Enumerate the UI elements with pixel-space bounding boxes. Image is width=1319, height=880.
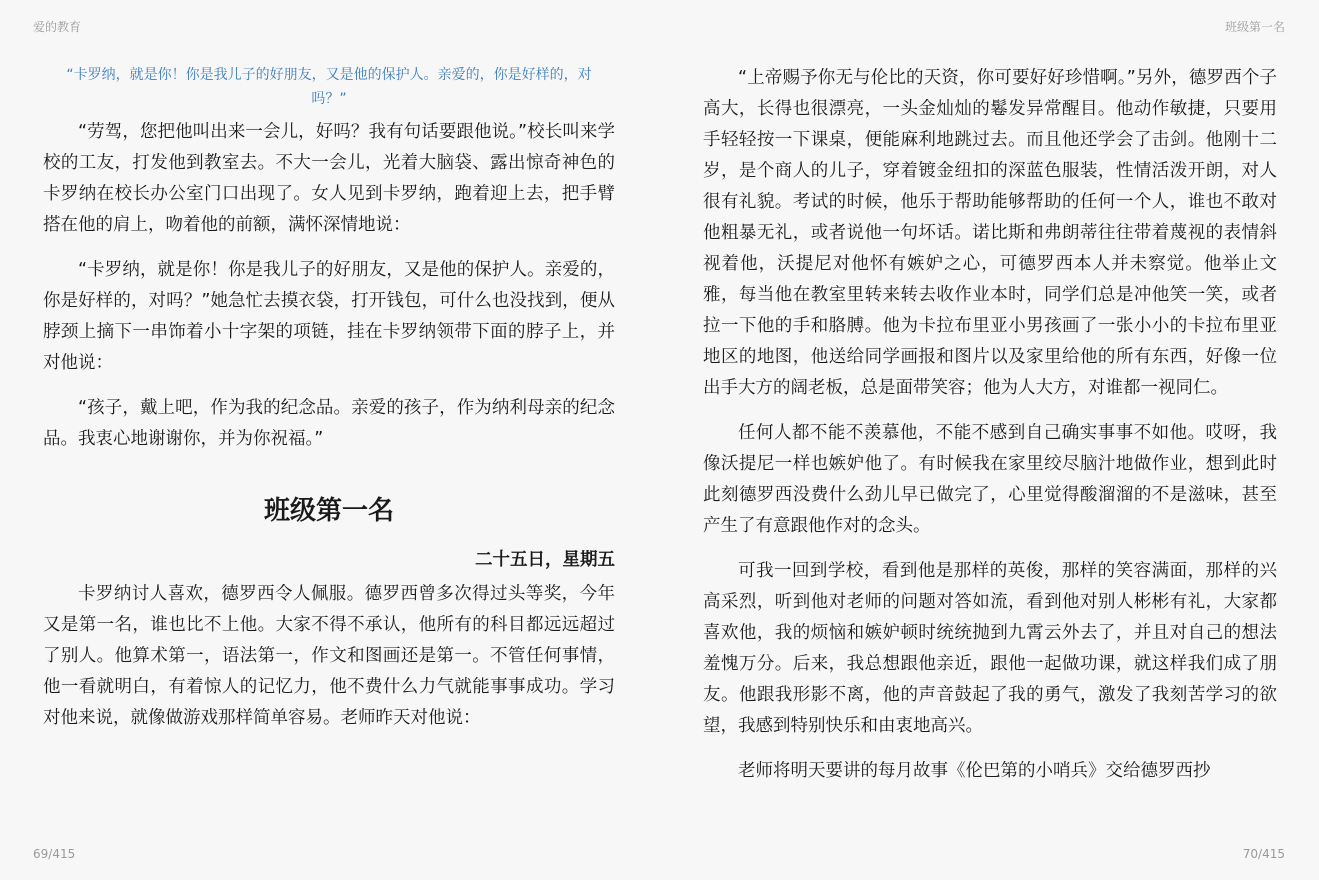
left-page-content [43, 63, 615, 748]
paragraph: “孩子，戴上吧，作为我的纪念品。亲爱的孩子，作为纳利母亲的纪念品。我衷心地谢谢你，并为你祝福。” [43, 398, 615, 449]
highlighted-quote: “卡罗纳，就是你！你是我儿子的好朋友，又是他的保护人。亲爱的，你是好样的，对吗？” [66, 67, 592, 107]
book-title-header: 爱的教育 [33, 20, 82, 34]
page-number: 70/415 [1242, 847, 1285, 861]
paragraph: 可我一回到学校，看到他是那样的英俊，那样的笑容满面，那样的兴高采烈，听到他对老师的问题对答如流，看到他对别人彬彬有礼，大家都喜欢他，我的烦恼和嫉妒顿时统统抛到九霄云外去了，并且对自己的想法羞愧万分。后来，我总想跟他亲近，跟他一起做功课，就这样我们成了朋友。他跟我形影不离，他的声音鼓起了我的勇气，激发了我刻苦学习的欲望，我感到特别快乐和由衷地高兴。 [703, 561, 1277, 736]
chapter-title-header: 班级第一名 [1224, 20, 1285, 34]
right-page[interactable] [659, 0, 1319, 880]
paragraph: “卡罗纳，就是你！你是我儿子的好朋友，又是他的保护人。亲爱的，你是好样的，对吗？”她急忙去摸衣袋，打开钱包，可什么也没找到，便从脖颈上摘下一串饰着小十字架的项链，挂在卡罗纳领带下面的脖子上，并对他说： [43, 260, 615, 373]
right-page-content [703, 63, 1277, 801]
paragraph: “劳驾，您把他叫出来一会儿，好吗？我有句话要跟他说。”校长叫来学校的工友，打发他到教室去。不大一会儿，光着大脑袋、露出惊奇神色的卡罗纳在校长办公室门口出现了。女人见到卡罗纳，跑着迎上去，把手臂搭在他的肩上，吻着他的前额，满怀深情地说： [43, 122, 615, 235]
paragraph: 老师将明天要讲的每月故事《伦巴第的小哨兵》交给德罗西抄 [738, 761, 1211, 781]
paragraph: 任何人都不能不羡慕他，不能不感到自己确实事事不如他。哎呀，我像沃提尼一样也嫉妒他了。有时候我在家里绞尽脑汁地做作业，想到此时此刻德罗西没费什么劲儿早已做完了，心里觉得酸溜溜的不是滋味，甚至产生了有意跟他作对的念头。 [703, 423, 1277, 536]
paragraph: 卡罗纳讨人喜欢，德罗西令人佩服。德罗西曾多次得过头等奖，今年又是第一名，谁也比不上他。大家不得不承认，他所有的科目都远远超过了别人。他算术第一，语法第一，作文和图画还是第一。不管任何事情，他一看就明白，有着惊人的记忆力，他不费什么力气就能事事成功。学习对他来说，就像做游戏那样简单容易。老师昨天对他说： [43, 584, 615, 728]
page-number: 69/415 [33, 847, 76, 861]
left-page[interactable] [0, 0, 659, 880]
paragraph: “上帝赐予你无与伦比的天资，你可要好好珍惜啊。”另外，德罗西个子高大，长得也很漂亮，一头金灿灿的鬈发异常醒目。他动作敏捷，只要用手轻轻按一下课桌，便能麻利地跳过去。而且他还学会了击剑。他刚十二岁，是个商人的儿子，穿着镀金纽扣的深蓝色服装，性情活泼开朗，对人很有礼貌。考试的时候，他乐于帮助能够帮助的任何一个人，谁也不敢对他粗暴无礼，或者说他一句坏话。诺比斯和弗朗蒂往往带着蔑视的表情斜视着他，沃提尼对他怀有嫉妒之心，可德罗西本人并未察觉。他举止文雅，每当他在教室里转来转去收作业本时，同学们总是冲他笑一笑，或者拉一下他的手和胳膊。他为卡拉布里亚小男孩画了一张小小的卡拉布里亚地区的地图，他送给同学画报和图片以及家里给他的所有东西，好像一位出手大方的阔老板，总是面带笑容；他为人大方，对谁都一视同仁。 [703, 68, 1277, 398]
chapter-date: 二十五日，星期五 [475, 550, 615, 570]
chapter-title: 班级第一名 [263, 496, 394, 526]
